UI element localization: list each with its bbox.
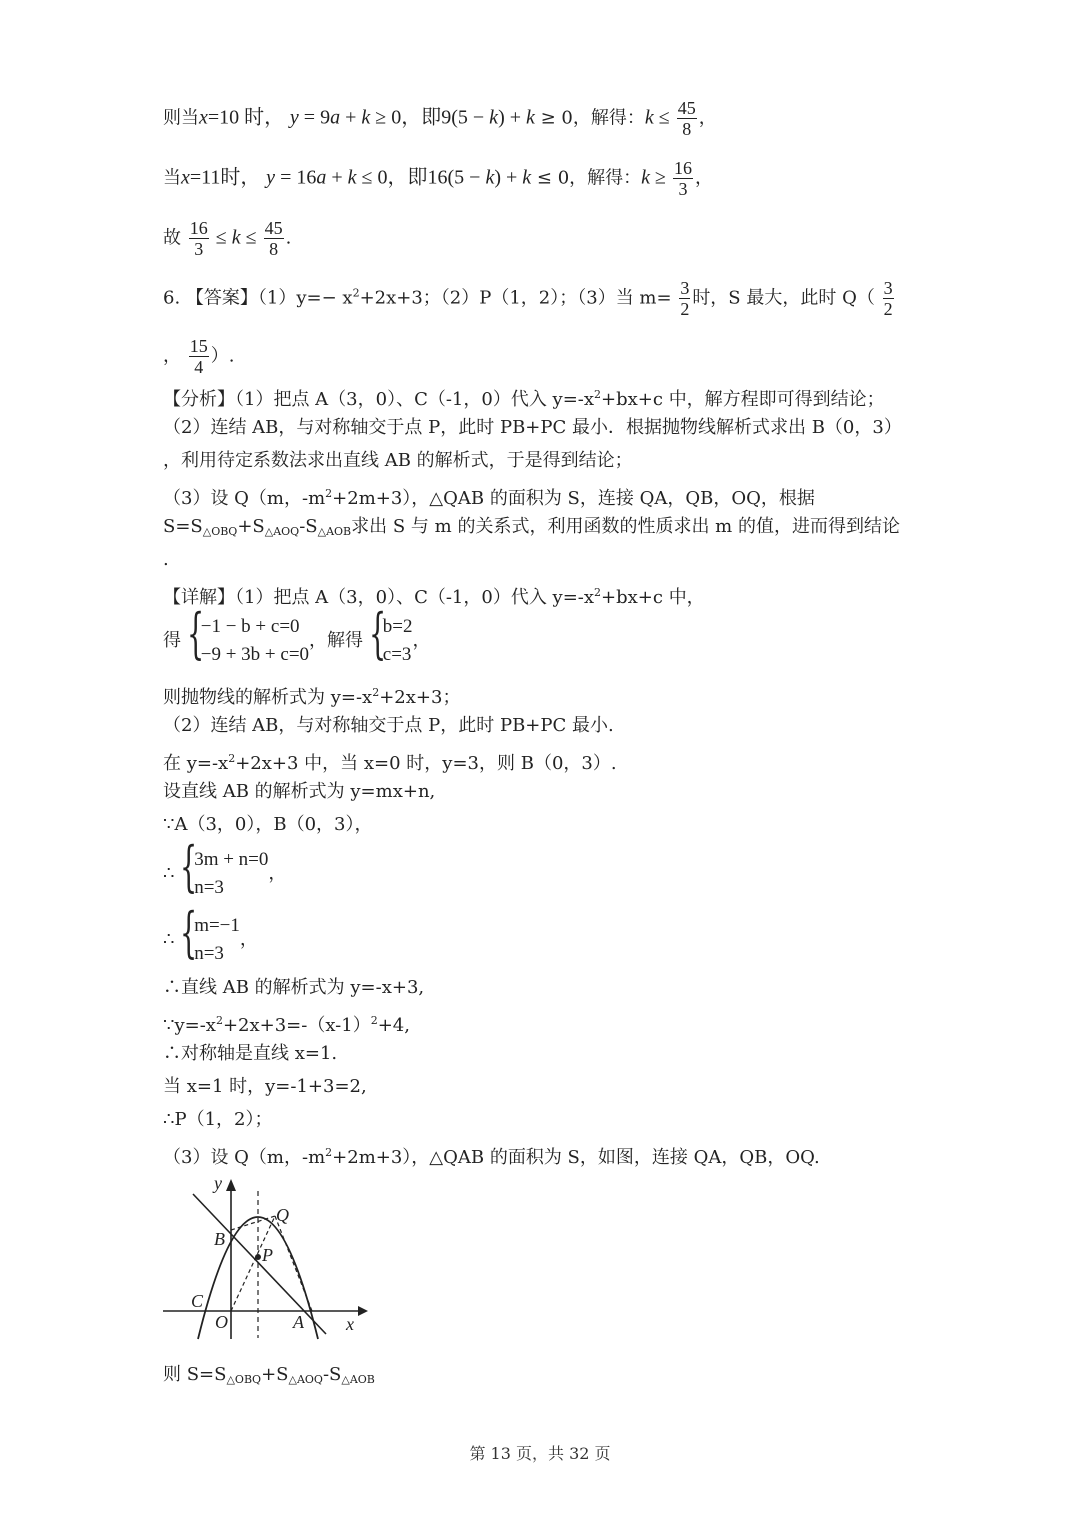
line-ab <box>193 1194 326 1334</box>
answer-line <box>163 278 896 319</box>
solution-line-1 <box>163 98 717 139</box>
subscript: △OBQ <box>202 525 238 538</box>
x-axis-arrow <box>358 1306 368 1316</box>
text: 时，S 最大，此时 Q（ <box>692 287 875 309</box>
subscript: △OBQ <box>226 1373 262 1386</box>
text: + <box>340 106 362 129</box>
label-c: C <box>191 1291 204 1311</box>
text: ≥ <box>650 166 672 189</box>
text: ≤ <box>240 226 262 249</box>
text: = 9 <box>298 106 331 129</box>
analysis-line-4 <box>163 481 815 512</box>
math-var: a <box>330 106 341 129</box>
text: ，解得 <box>309 630 364 651</box>
text: +2x+3 中，当 x=0 时，y=3，则 B（0，3）. <box>235 753 617 774</box>
superscript: 2 <box>594 586 602 599</box>
text: 当 <box>163 167 181 189</box>
text: （3）设 Q（m，-m <box>163 1147 326 1168</box>
fraction <box>264 218 284 259</box>
text: ， <box>239 929 258 950</box>
detail-line-3 <box>163 680 460 711</box>
text: +2m+3），△QAB 的面积为 S，如图，连接 QA，QB，OQ. <box>332 1147 820 1168</box>
equation: 3m + n=0 <box>194 849 269 870</box>
text: 在 y=-x <box>163 753 229 774</box>
detail-line-6: 设直线 AB 的解析式为 y=mx+n, <box>163 781 436 802</box>
denominator: 3 <box>194 239 204 259</box>
text: 【详解】（1）把点 A（3，0）、C（-1，0）代入 y=-x <box>163 587 595 608</box>
math-var: k <box>644 106 654 129</box>
denominator: 4 <box>194 357 204 377</box>
detail-line-7: ∵A（3，0），B（0，3）， <box>163 814 373 835</box>
equation: n=3 <box>194 943 224 964</box>
detail-line-15 <box>163 1140 820 1171</box>
text: ， <box>163 345 181 367</box>
superscript: 2 <box>370 1014 378 1027</box>
math-var: k <box>485 166 495 189</box>
superscript: 2 <box>372 686 380 699</box>
math-var: x <box>181 166 190 189</box>
superscript: 2 <box>352 286 360 300</box>
text: 则 S=S <box>163 1364 227 1385</box>
text: =11时， <box>189 166 261 189</box>
text: ≤ 0，即16(5 − <box>356 166 486 189</box>
analysis-line-5 <box>163 514 900 545</box>
text: （3）设 Q（m，-m <box>163 488 326 509</box>
math-var: a <box>316 166 327 189</box>
detail-line-4: （2）连结 AB，与对称轴交于点 P，此时 PB+PC 最小. <box>163 715 614 736</box>
equation: c=3 <box>382 644 412 665</box>
numerator: 45 <box>264 218 283 238</box>
text: +bx+c 中，解方程即可得到结论； <box>601 389 885 410</box>
text: 6. 【答案】（1）y=− x <box>163 287 353 309</box>
label-o: O <box>215 1312 228 1332</box>
equation-system-line <box>163 602 431 669</box>
text: ) + <box>494 166 523 189</box>
text: ∴ <box>163 929 175 950</box>
analysis-line-2: （2）连结 AB，与对称轴交于点 P，此时 PB+PC 最小．根据抛物线解析式求出 B（0，3） <box>163 417 902 438</box>
numerator: 16 <box>674 158 693 178</box>
text: ≤ <box>653 106 675 129</box>
superscript: 2 <box>325 487 333 500</box>
analysis-line-1 <box>163 382 885 413</box>
analysis-line-6: . <box>163 549 169 570</box>
equation: n=3 <box>194 877 224 898</box>
text: ≥ 0，解得： <box>534 107 645 129</box>
math-var: k <box>347 166 357 189</box>
text: +2x+3； <box>379 687 461 708</box>
fraction <box>679 278 690 319</box>
equation-system: { 3m + n=0 n=3 <box>180 846 268 902</box>
detail-line-14: ∴P（1，2）； <box>163 1109 273 1130</box>
fraction <box>677 98 697 139</box>
math-var: k <box>526 106 535 129</box>
label-q: Q <box>276 1205 289 1225</box>
text: ， <box>698 107 717 129</box>
detail-line-13: 当 x=1 时，y=-1+3=2, <box>163 1076 367 1097</box>
equation: m=−1 <box>194 915 240 936</box>
numerator: 15 <box>189 336 208 356</box>
detail-system-1 <box>163 835 287 902</box>
text: ）. <box>210 345 235 367</box>
fraction <box>883 278 894 319</box>
equation: b=2 <box>382 616 413 637</box>
subscript: △AOQ <box>264 525 300 538</box>
solution-line-2 <box>163 158 713 199</box>
numerator: 3 <box>883 278 893 298</box>
label-b: B <box>214 1229 225 1249</box>
text: 【分析】（1）把点 A（3，0）、C（-1，0）代入 y=-x <box>163 389 595 410</box>
segment-qa <box>275 1216 312 1311</box>
text: ， <box>412 630 431 651</box>
y-axis-arrow <box>226 1179 236 1191</box>
superscript: 2 <box>594 388 602 401</box>
denominator: 3 <box>678 179 688 199</box>
superscript: 2 <box>215 1014 223 1027</box>
detail-line-5 <box>163 746 617 777</box>
equation-system: { −1 − b + c=0 −9 + 3b + c=0 <box>187 613 309 669</box>
label-p: P <box>262 1245 273 1265</box>
math-var: k <box>361 106 371 129</box>
math-var: y <box>266 166 276 189</box>
text: +2x+3；（2）P（1，2）；（3）当 m= <box>359 287 672 309</box>
text: = 16 <box>275 166 317 189</box>
fraction <box>189 218 209 259</box>
text: +S <box>237 516 265 537</box>
subscript: △AOB <box>341 1373 375 1386</box>
detail-line-10: ∴直线 AB 的解析式为 y=-x+3, <box>163 977 425 998</box>
text: ， <box>268 863 287 884</box>
text: 求出 S 与 m 的关系式，利用函数的性质求出 m 的值，进而得到结论 <box>351 516 900 537</box>
subscript: △AOQ <box>288 1373 323 1386</box>
fraction <box>673 158 693 199</box>
answer-line-cont <box>163 336 234 377</box>
text: ∴ <box>163 863 175 884</box>
text: ∵y=-x <box>163 1015 216 1036</box>
superscript: 2 <box>228 752 236 765</box>
text: +2x+3=-（x-1） <box>222 1015 371 1036</box>
final-line <box>163 1362 375 1393</box>
text: -S <box>322 1364 342 1385</box>
text: ) + <box>498 106 527 129</box>
math-var: x <box>199 106 208 129</box>
detail-line-11 <box>163 1008 410 1039</box>
point-p <box>255 1254 261 1260</box>
text: ， <box>695 167 714 189</box>
analysis-line-3: ，利用待定系数法求出直线 AB 的解析式，于是得到结论； <box>163 450 633 471</box>
text: +4, <box>377 1015 410 1036</box>
label-a: A <box>293 1312 304 1332</box>
label-x: x <box>346 1314 354 1334</box>
equation-system: { m=−1 n=3 <box>180 912 240 968</box>
denominator: 8 <box>682 119 692 139</box>
text: ≥ 0，即9(5 − <box>370 106 490 129</box>
numerator: 3 <box>680 278 690 298</box>
text: -S <box>299 516 318 537</box>
superscript: 2 <box>325 1146 333 1159</box>
denominator: 2 <box>883 299 893 319</box>
denominator: 2 <box>680 299 690 319</box>
detail-line-12: ∴对称轴是直线 x=1. <box>163 1043 338 1064</box>
text: 得 <box>163 630 181 651</box>
text: . <box>285 227 292 249</box>
text: +bx+c 中， <box>601 587 705 608</box>
math-var: k <box>522 166 532 189</box>
page-footer: 第 13 页，共 32 页 <box>469 1444 611 1463</box>
text: 故 <box>163 227 181 249</box>
equation-system: { b=2 c=3 <box>369 613 413 669</box>
math-var: k <box>489 106 499 129</box>
text: +S <box>261 1364 289 1385</box>
text: 则抛物线的解析式为 y=-x <box>163 687 373 708</box>
parabola-figure <box>160 1173 370 1343</box>
text: S=S <box>163 516 203 537</box>
equation: −1 − b + c=0 <box>200 616 300 637</box>
fraction <box>189 336 209 377</box>
text: =10 时， <box>207 106 285 129</box>
detail-system-2 <box>163 901 258 968</box>
solution-line-3 <box>163 218 291 259</box>
detail-line-1 <box>163 580 705 611</box>
text: ≤ <box>210 226 232 249</box>
math-var: k <box>641 166 651 189</box>
math-var: k <box>231 226 241 249</box>
numerator: 45 <box>677 98 696 118</box>
subscript: △AOB <box>317 525 352 538</box>
text: + <box>326 166 348 189</box>
text: +2m+3），△QAB 的面积为 S，连接 QA，QB，OQ，根据 <box>332 488 815 509</box>
numerator: 16 <box>189 218 208 238</box>
label-y: y <box>214 1173 222 1193</box>
text: 则当 <box>163 107 199 129</box>
equation: −9 + 3b + c=0 <box>200 644 310 665</box>
math-var: y <box>289 106 299 129</box>
denominator: 8 <box>269 239 279 259</box>
text: ≤ 0，解得： <box>531 167 642 189</box>
